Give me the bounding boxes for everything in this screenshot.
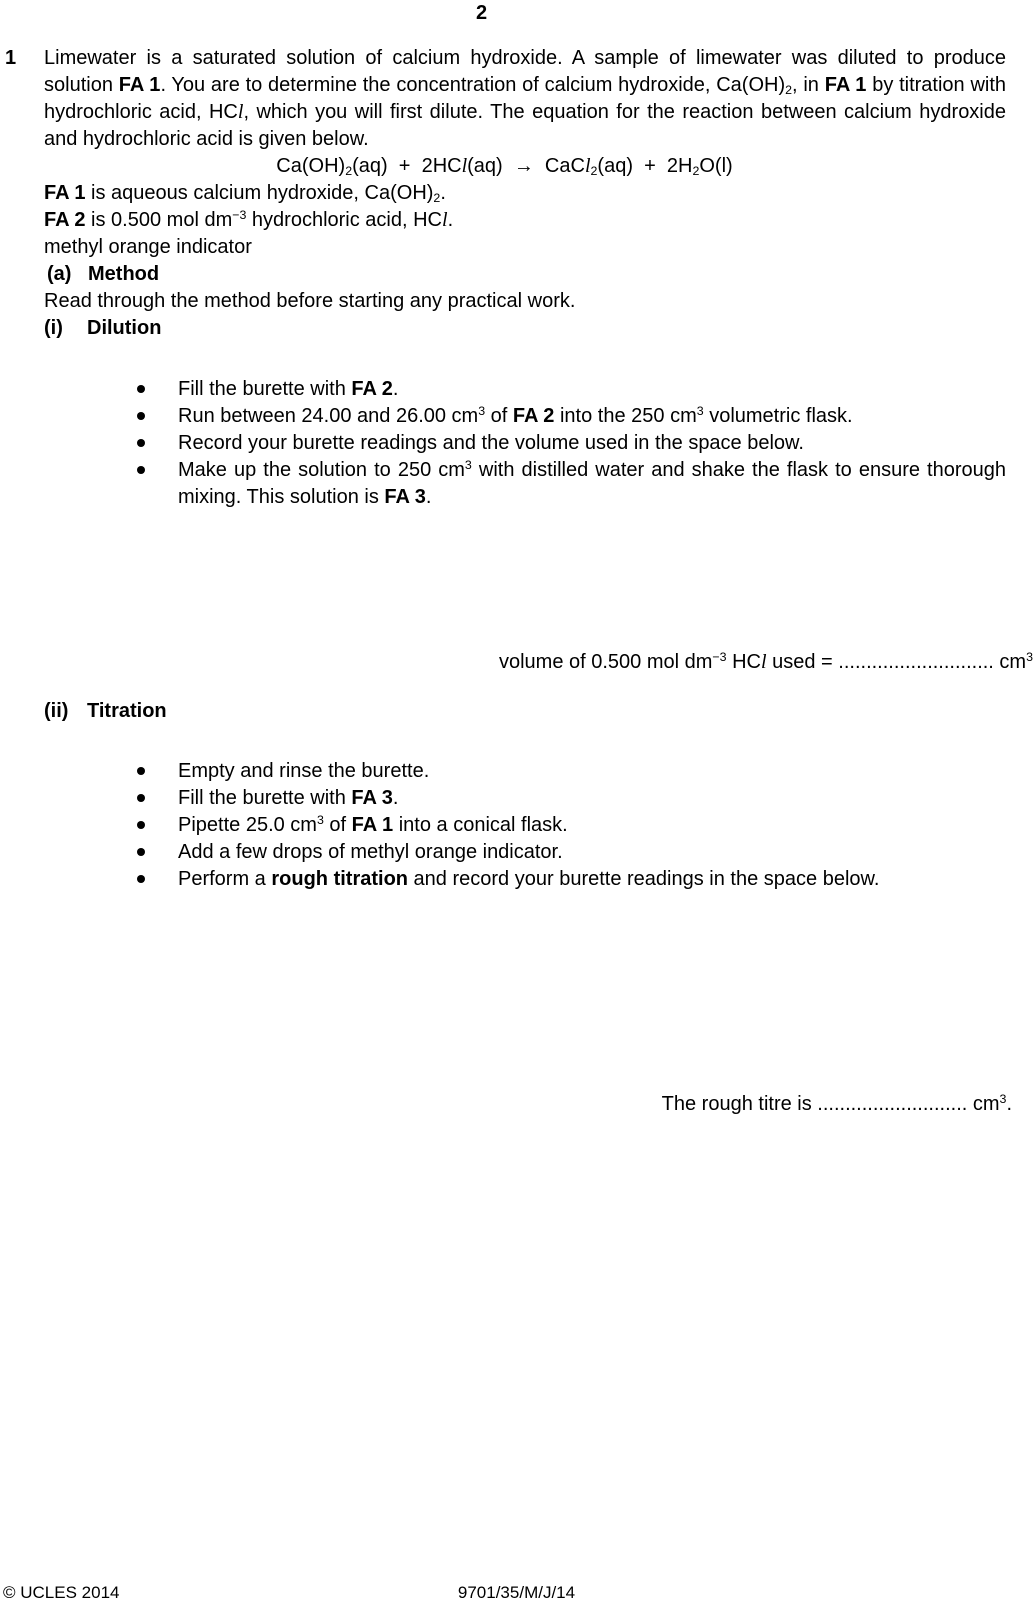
- list-item: [44, 457, 1006, 511]
- question-intro-paragraph: Limewater is a saturated solution of calcium hydroxide. A sample of limewater was diluted to produce solution FA 1. You are to determine the concentration of calcium hydroxide, $Ca(OH)_2$, in FA 1 by titration with hydrochloric acid, HCl, which you will first dilute. The equation for the reaction between calcium hydroxide and hydrochloric acid is given below.: [44, 47, 1007, 150]
- bullet-icon: [137, 848, 145, 856]
- indicator-note: methyl orange indicator: [44, 236, 252, 258]
- list-item: [44, 430, 1006, 457]
- bullet-icon: [137, 767, 145, 775]
- bullet-icon: [137, 439, 145, 447]
- paper-reference-code: 9701/35/M/J/14: [457, 1583, 576, 1602]
- titration-step-text: Pipette 25.0 $cm^3$ of FA 1 into a conical flask.: [178, 813, 568, 836]
- volume-answer-blank: volume of 0.500 mol $dm^{-3}$ HCl used = ............................ $cm^3$: [498, 650, 1033, 673]
- bullet-icon: [137, 466, 145, 474]
- list-item: [44, 839, 1006, 866]
- list-item: [44, 812, 1006, 839]
- bullet-icon: [137, 875, 145, 883]
- titration-step-text: Add a few drops of methyl orange indicator.: [178, 841, 563, 863]
- titration-step-text: Empty and rinse the burette.: [178, 760, 430, 782]
- dilution-step-text: Fill the burette with FA 2.: [178, 378, 399, 400]
- dilution-step-text: Run between 24.00 and 26.00 $cm^3$ of FA 2 into the 250 $cm^3$ volumetric flask.: [178, 404, 853, 427]
- dilution-step-text: Make up the solution to 250 $cm^3$ with distilled water and shake the flask to ensure thorough mixing. This solution is FA 3.: [178, 458, 1006, 508]
- question-number: 1: [5, 47, 17, 69]
- bullet-icon: [137, 412, 145, 420]
- titration-step-text: Fill the burette with FA 3.: [178, 787, 399, 809]
- sub-part-ii-label: (ii): [44, 700, 69, 722]
- rough-titre-answer-blank: The rough titre is ........................... $cm^3$.: [661, 1092, 1012, 1115]
- sub-part-ii-heading: [44, 698, 1006, 725]
- list-item: [44, 376, 1006, 403]
- chemical-equation: $Ca(OH)_2(aq) + 2HCl(aq)$ → CaCl$_2$(aq) + $2H_2O(l)$: [276, 155, 733, 179]
- part-a-title: Method: [88, 263, 160, 285]
- method-instruction: Read through the method before starting any practical work.: [44, 290, 576, 312]
- sub-part-i-label: (i): [44, 317, 63, 339]
- question-content: [44, 45, 1033, 1118]
- dilution-step-text: Record your burette readings and the volume used in the space below.: [178, 432, 804, 454]
- bullet-icon: [137, 821, 145, 829]
- titration-steps-list: [44, 758, 1006, 893]
- sub-part-i-title: Dilution: [87, 317, 162, 339]
- bullet-icon: [137, 794, 145, 802]
- part-a-heading: [44, 261, 1006, 288]
- page-number: 2: [475, 2, 488, 24]
- fa1-description: FA 1 is aqueous calcium hydroxide, $Ca(OH)_2$.: [44, 182, 446, 206]
- list-item: [44, 866, 1006, 893]
- sub-part-i-heading: [44, 315, 1006, 342]
- part-a-label: (a): [47, 263, 72, 285]
- dilution-steps-list: [44, 376, 1006, 511]
- sub-part-ii-title: Titration: [87, 700, 167, 722]
- list-item: [44, 758, 1006, 785]
- materials-list: [44, 180, 1006, 261]
- fa2-description: FA 2 is 0.500 mol $dm^{-3}$ hydrochloric acid, HCl.: [44, 208, 454, 231]
- titration-step-text: Perform a rough titration and record your burette readings in the space below.: [178, 868, 880, 890]
- copyright-notice: © UCLES 2014: [3, 1583, 120, 1602]
- list-item: [44, 403, 1006, 430]
- bullet-icon: [137, 385, 145, 393]
- list-item: [44, 785, 1006, 812]
